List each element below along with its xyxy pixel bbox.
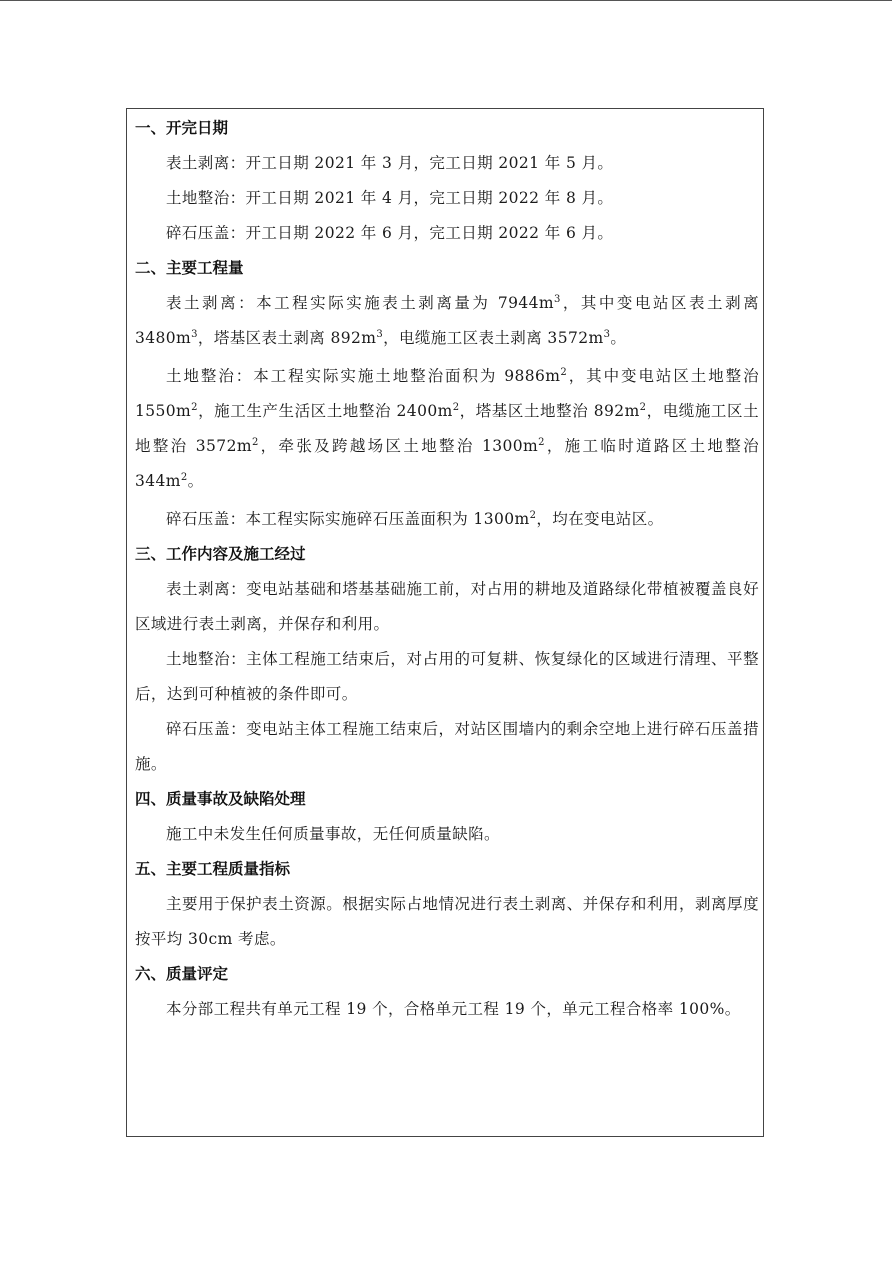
paragraph-work-gravel: 碎石压盖：变电站主体工程施工结束后，对站区围墙内的剩余空地上进行碎石压盖措施。 — [135, 720, 759, 773]
section-heading-quantities: 二、主要工程量 — [135, 259, 244, 277]
section-heading-dates: 一、开完日期 — [135, 119, 229, 137]
paragraph-quality-incidents: 施工中未发生任何质量事故，无任何质量缺陷。 — [166, 825, 500, 843]
section-heading-quality-assessment: 六、质量评定 — [135, 965, 229, 983]
document-table-frame — [126, 108, 764, 1137]
paragraph-work-topsoil: 表土剥离：变电站基础和塔基基础施工前，对占用的耕地及道路绿化带植被覆盖良好区域进行表土剥离，并保存和利用。 — [135, 580, 759, 633]
section-heading-quality-indicators: 五、主要工程质量指标 — [135, 860, 291, 878]
paragraph-quality-assessment: 本分部工程共有单元工程 19 个，合格单元工程 19 个，单元工程合格率 100%。 — [166, 1000, 741, 1018]
document-body — [135, 111, 759, 1027]
paragraph-dates-gravel: 碎石压盖：开工日期 2022 年 6 月，完工日期 2022 年 6 月。 — [166, 224, 614, 242]
paragraph-work-land: 土地整治：主体工程施工结束后，对占用的可复耕、恢复绿化的区域进行清理、平整后，达到可种植被的条件即可。 — [135, 650, 759, 703]
paragraph-quantity-topsoil: 表土剥离：本工程实际实施表土剥离量为 $7944m^3$，其中变电站区表土剥离 $3480m^3$，塔基区表土剥离 $892m^3$，电缆施工区表土剥离 $3572m^3$。 — [135, 294, 759, 347]
paragraph-dates-land: 土地整治：开工日期 2021 年 4 月，完工日期 2022 年 8 月。 — [166, 189, 614, 207]
section-heading-work-content: 三、工作内容及施工经过 — [135, 545, 306, 563]
paragraph-quantity-land: 土地整治：本工程实际实施土地整治面积为 $9886m^2$，其中变电站区土地整治 $1550m^2$，施工生产生活区土地整治 $2400m^2$，塔基区土地整治 $892m^2$，电缆施工区土地整治 $3572m^2$，牵张及跨越场区土地整治 $1300m^2$，施工临时道路区土地整治 $344m^2$。 — [135, 367, 760, 490]
section-heading-quality-incidents: 四、质量事故及缺陷处理 — [135, 790, 306, 808]
paragraph-dates-topsoil: 表土剥离：开工日期 2021 年 3 月，完工日期 2021 年 5 月。 — [166, 154, 614, 172]
paragraph-quantity-gravel: 碎石压盖：本工程实际实施碎石压盖面积为 $1300m^2$，均在变电站区。 — [166, 510, 664, 528]
paragraph-quality-indicators: 主要用于保护表土资源。根据实际占地情况进行表土剥离、并保存和利用，剥离厚度按平均 30cm 考虑。 — [135, 895, 759, 948]
page-top-rule — [0, 0, 892, 1]
